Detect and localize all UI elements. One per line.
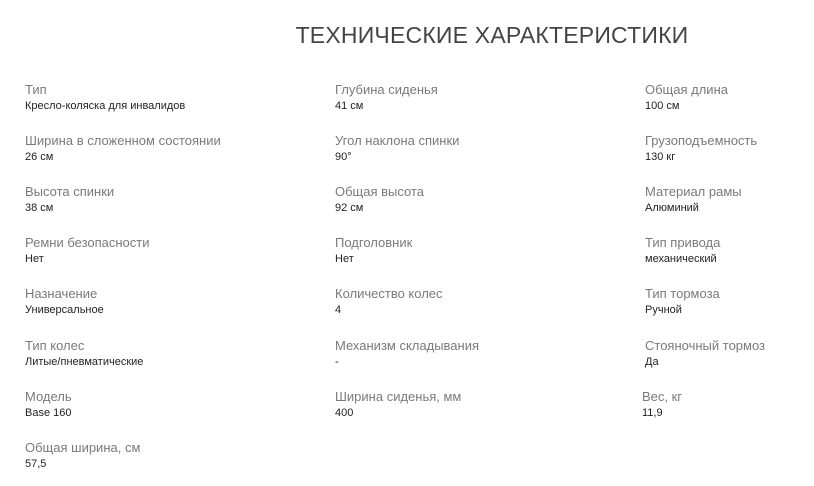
spec-value: Да (645, 356, 659, 368)
spec-label: Общая длина (645, 82, 728, 97)
spec-label: Ширина в сложенном состоянии (25, 133, 221, 148)
spec-purpose (25, 286, 305, 317)
spec-label: Модель (25, 389, 72, 404)
spec-value: 38 см (25, 202, 54, 214)
spec-value: механический (645, 253, 717, 265)
spec-label: Общая высота (335, 184, 425, 199)
spec-label: Материал рамы (645, 184, 742, 199)
spec-label: Тип колес (25, 338, 85, 353)
spec-model (25, 389, 305, 420)
spec-headrest (335, 235, 615, 266)
spec-value: 100 см (645, 100, 680, 112)
spec-folding-mechanism (335, 338, 615, 369)
spec-label: Тип тормоза (645, 286, 720, 301)
spec-label: Высота спинки (25, 184, 115, 199)
spec-wheel-type (25, 338, 305, 369)
spec-label: Угол наклона спинки (335, 133, 460, 148)
spec-frame-material (645, 184, 814, 215)
page-title: ТЕХНИЧЕСКИЕ ХАРАКТЕРИСТИКИ (295, 22, 689, 48)
spec-label: Подголовник (335, 235, 413, 250)
spec-label: Количество колес (335, 286, 443, 301)
spec-value: Base 160 (25, 407, 72, 419)
spec-label: Ширина сиденья, мм (335, 389, 462, 404)
spec-value: Нет (25, 253, 44, 265)
spec-value: Литые/пневматические (25, 356, 144, 368)
spec-brake-type (645, 286, 814, 317)
spec-label: Назначение (25, 286, 98, 301)
spec-weight (642, 389, 814, 420)
spec-value: 11,9 (642, 407, 663, 419)
spec-value: 130 кг (645, 151, 676, 163)
spec-load-capacity (645, 133, 814, 164)
spec-label: Механизм складывания (335, 338, 480, 353)
spec-back-height (25, 184, 305, 215)
spec-label: Вес, кг (642, 389, 683, 404)
spec-total-height (335, 184, 615, 215)
spec-label: Стояночный тормоз (645, 338, 766, 353)
spec-label: Тип (25, 82, 47, 97)
spec-seat-belts (25, 235, 305, 266)
spec-seat-depth (335, 82, 615, 113)
spec-value: 41 см (335, 100, 364, 112)
spec-label: Грузоподъемность (645, 133, 758, 148)
spec-seat-width (335, 389, 615, 420)
spec-value: 92 см (335, 202, 364, 214)
spec-back-angle (335, 133, 615, 164)
spec-folded-width (25, 133, 305, 164)
spec-value: - (335, 356, 339, 368)
spec-parking-brake (645, 338, 814, 369)
spec-total-width (25, 440, 305, 471)
spec-value: 90° (335, 151, 352, 163)
spec-type (25, 82, 305, 113)
spec-value: Алюминий (645, 202, 699, 214)
spec-value: 26 см (25, 151, 54, 163)
spec-value: Кресло-коляска для инвалидов (25, 100, 186, 112)
spec-label: Тип привода (645, 235, 721, 250)
spec-value: 400 (335, 407, 354, 419)
spec-value: 57,5 (25, 458, 47, 470)
spec-label: Общая ширина, см (25, 440, 141, 455)
spec-label: Ремни безопасности (25, 235, 150, 250)
spec-drive-type (645, 235, 814, 266)
spec-wheel-count (335, 286, 615, 317)
spec-total-length (645, 82, 814, 113)
spec-value: Нет (335, 253, 354, 265)
spec-value: 4 (335, 304, 342, 316)
spec-label: Глубина сиденья (335, 82, 438, 97)
spec-value: Ручной (645, 304, 682, 316)
spec-value: Универсальное (25, 304, 104, 316)
